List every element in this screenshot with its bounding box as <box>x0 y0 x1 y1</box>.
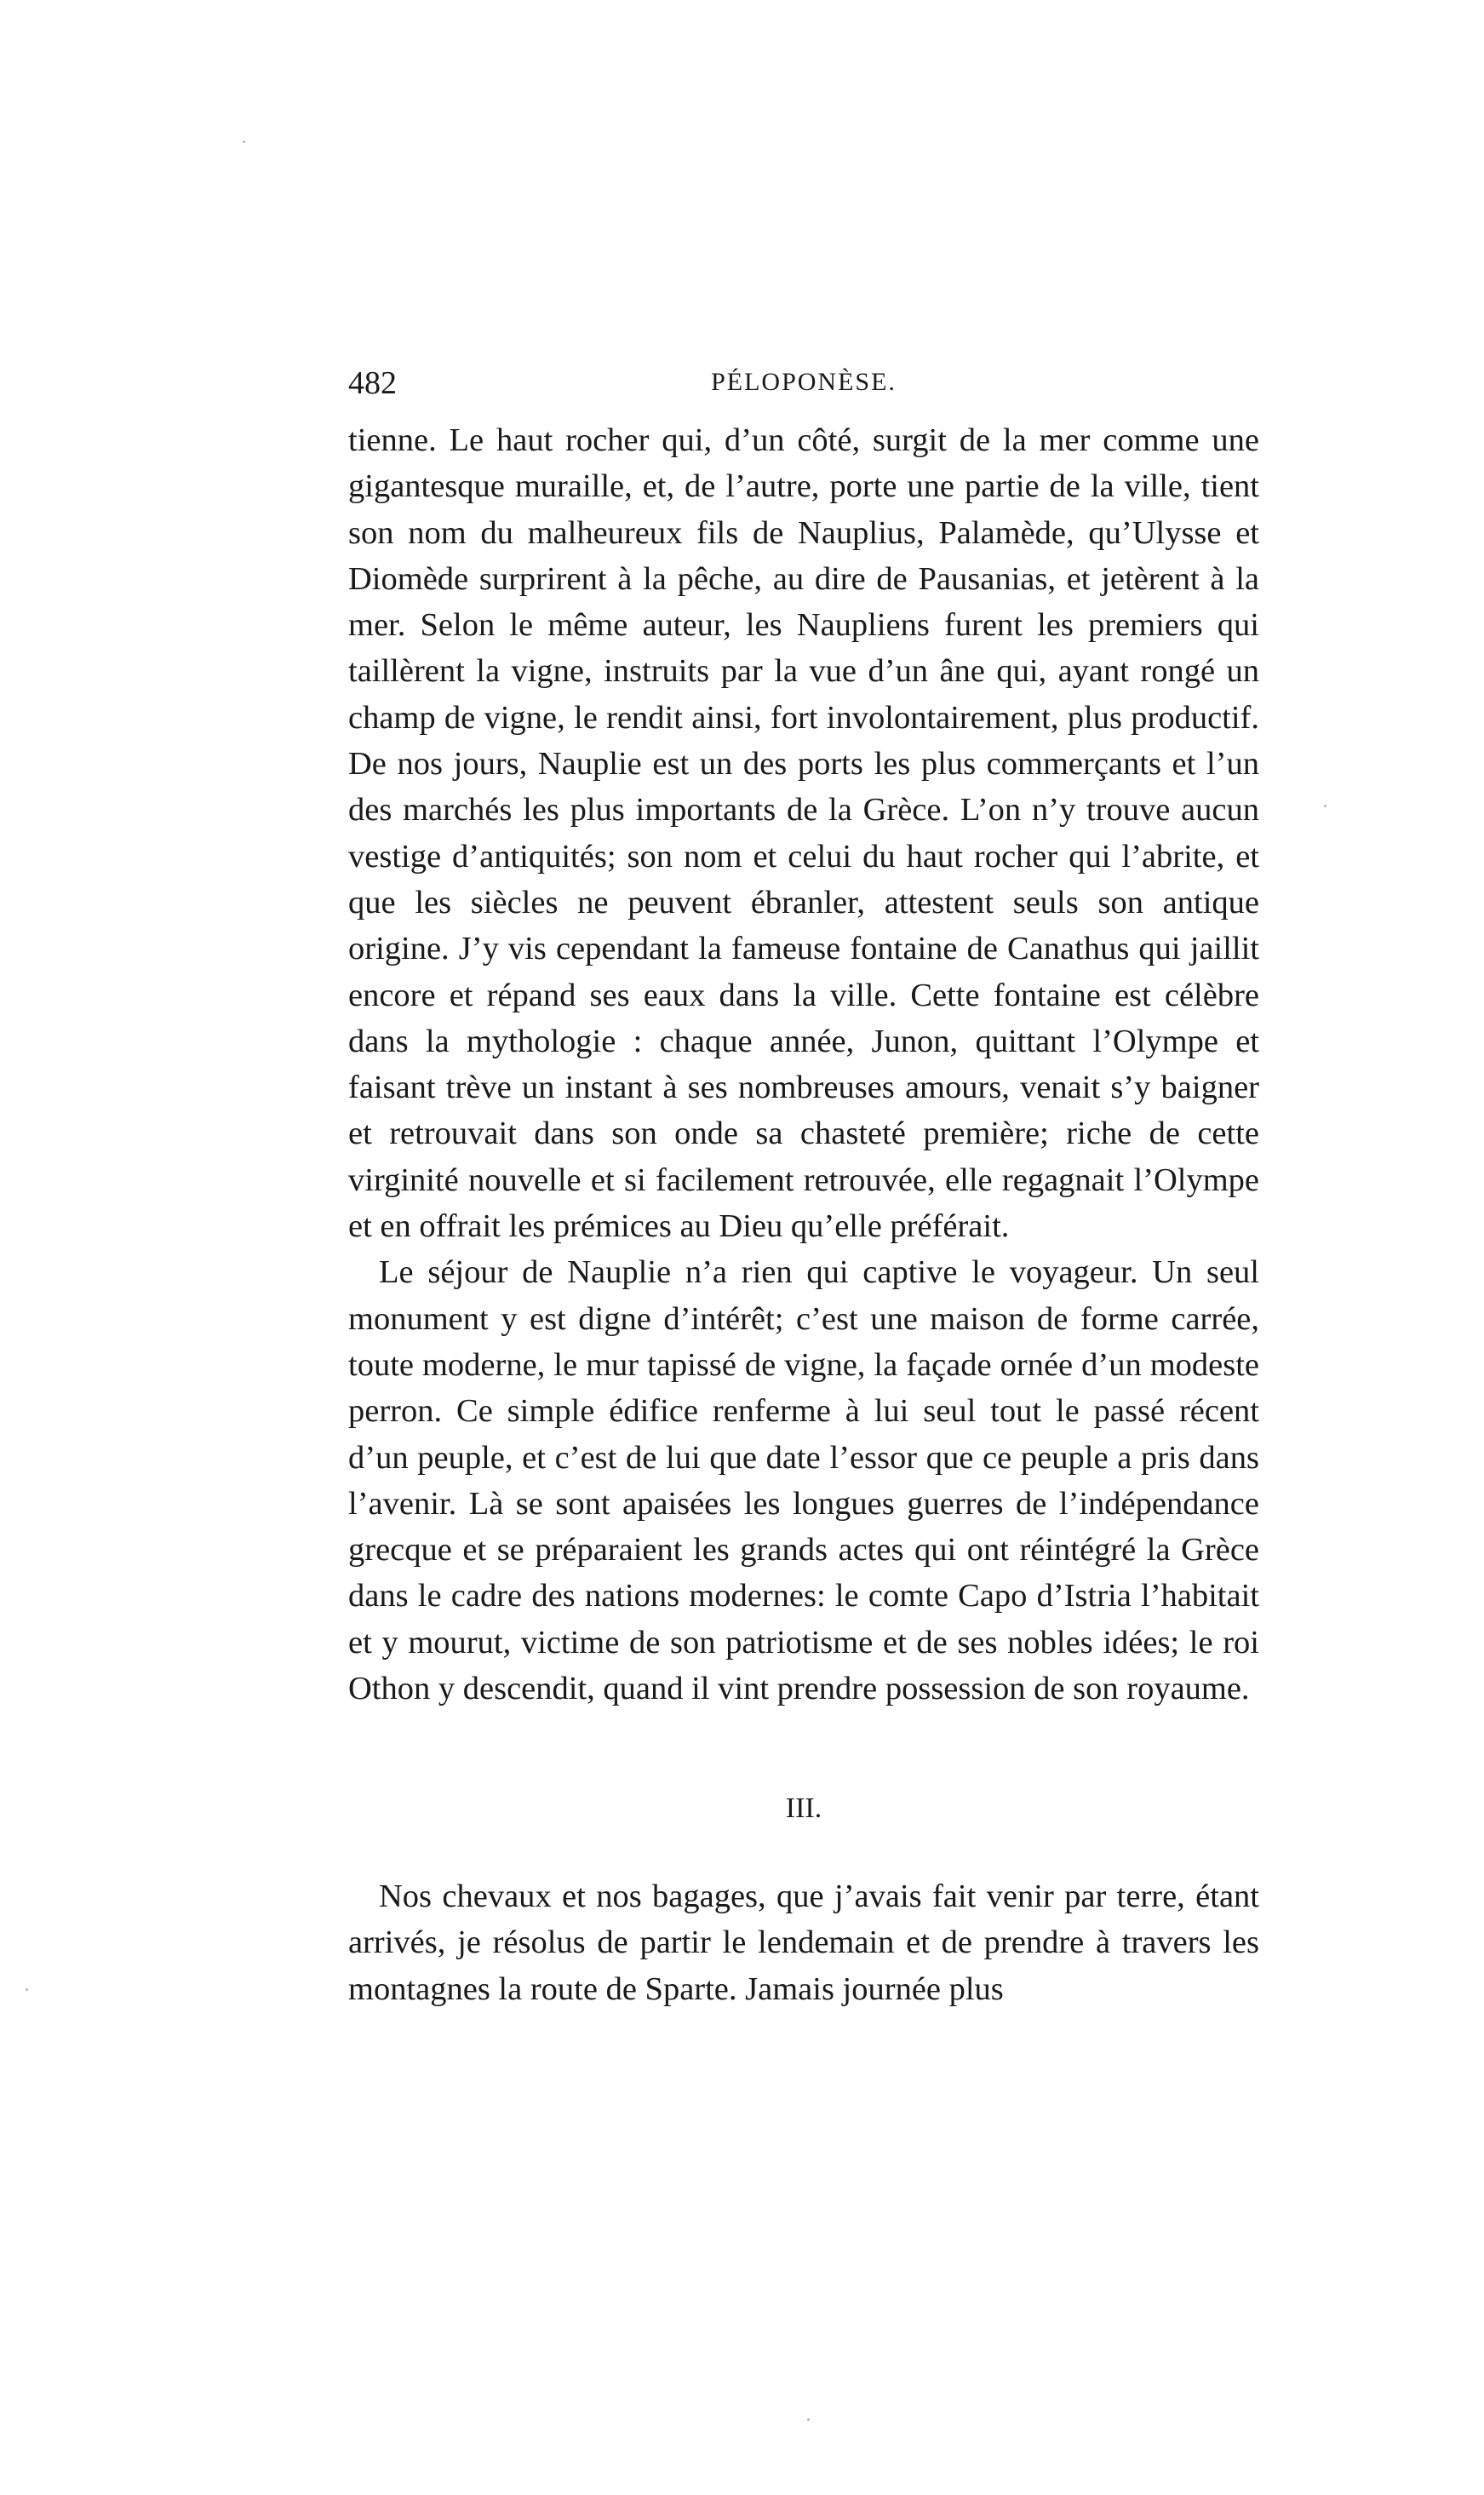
paper-speck <box>26 1988 28 1991</box>
paragraph-nauplie: Le séjour de Nauplie n’a rien qui captive le voyageur. Un seul monument y est digne d’intérêt; c’est une maison de forme carrée, toute moderne, le mur tapissé de vigne, la façade ornée d’un modeste perron. Ce simple édifice renferme à lui seul tout le passé récent d’un peuple, et c’est de lui que date l’essor que ce peuple a pris dans l’avenir. Là se sont apaisées les longues guerres de l’indépendance grecque et se préparaient les grands actes qui ont réintégré la Grèce dans le cadre des nations modernes: le comte Capo d’Istria l’habitait et y mourut, victime de son patriotisme et de ses nobles idées; le roi Othon y descendit, quand il vint prendre possession de son royaume. <box>348 1254 1259 1707</box>
page-number: 482 <box>348 365 397 401</box>
section-text <box>348 1873 1259 2012</box>
main-text <box>348 417 1259 1712</box>
paper-speck <box>243 141 245 143</box>
page-header <box>348 364 1259 416</box>
paper-speck <box>807 2418 810 2421</box>
paragraph-departure: Nos chevaux et nos bagages, que j’avais fait venir par terre, étant arrivés, je résolus de partir le lendemain et de prendre à travers les montagnes la route de Sparte. Jamais journée plus <box>348 1878 1259 2007</box>
running-title: PÉLOPONÈSE. <box>711 368 897 396</box>
section-heading: III. <box>785 1792 822 1824</box>
paragraph-continuation: tienne. Le haut rocher qui, d’un côté, surgit de la mer comme une gigantesque muraille, et, de l’autre, porte une partie de la ville, tient son nom du malheureux fils de Nauplius, Palamède, qu’Ulysse et Diomède surprirent à la pêche, au dire de Pausanias, et jetèrent à la mer. Selon le même auteur, les Naupliens furent les premiers qui taillèrent la vigne, instruits par la vue d’un âne qui, ayant rongé un champ de vigne, le rendit ainsi, fort involontairement, plus productif. De nos jours, Nauplie est un des ports les plus commerçants et l’un des marchés les plus importants de la Grèce. L’on n’y trouve aucun vestige d’antiquités; son nom et celui du haut rocher qui l’abrite, et que les siècles ne peuvent ébranler, attestent seuls son antique origine. J’y vis cependant la fameuse fontaine de Canathus qui jaillit encore et répand ses eaux dans la ville. Cette fontaine est célèbre dans la mythologie : chaque année, Junon, quittant l’Olympe et faisant trève un instant à ses nombreuses amours, venait s’y baigner et retrouvait dans son onde sa chasteté première; riche de cette virginité nouvelle et si facilement retrouvée, elle regagnait l’Olympe et en offrait les prémices au Dieu qu’elle préférait. <box>348 422 1259 1245</box>
paper-speck <box>1324 805 1326 807</box>
